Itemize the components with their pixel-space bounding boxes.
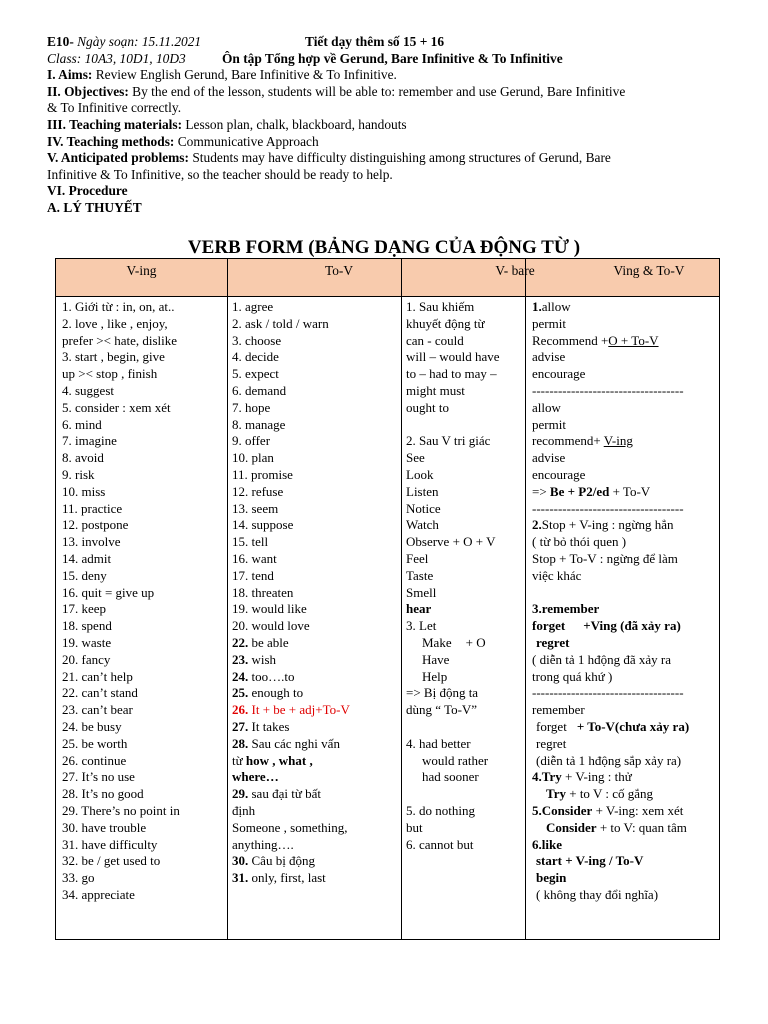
list-item: hear (406, 601, 432, 617)
list-item: 16. want (232, 550, 277, 566)
list-item (532, 820, 718, 837)
list-item: 8. avoid (62, 450, 104, 466)
list-item: 33. go (62, 870, 95, 886)
item-text: V-ing (603, 433, 633, 449)
lesson-title: Ôn tập Tổng hợp về Gerund, Bare Infinitive & To Infinitive (222, 50, 563, 66)
spacer (532, 585, 718, 602)
list-item: 32. be / get used to (62, 853, 161, 869)
list-item: advise (532, 450, 566, 466)
item-number: 28. (232, 735, 249, 751)
item-text: be able (248, 634, 289, 650)
list-item (406, 635, 522, 652)
verb-form-table (55, 258, 720, 940)
item-text: => (532, 483, 550, 499)
item-number: 1. (532, 299, 542, 314)
column-divider (525, 259, 526, 939)
problems-row-2 (47, 167, 727, 184)
list-item: ( từ bỏ thói quen ) (532, 534, 627, 550)
item-number: 25. (232, 685, 249, 701)
item-text: Sau các nghi vấn (248, 735, 340, 751)
list-item (532, 769, 718, 786)
list-item: allow (532, 399, 561, 415)
list-item: 5. expect (232, 366, 279, 382)
problems-label: V. Anticipated problems: (47, 150, 189, 166)
list-item (232, 853, 397, 870)
list-item (232, 786, 397, 803)
column-header-tov: To-V (227, 259, 451, 297)
column-header-ving: V-ing (56, 259, 227, 297)
item-text: only, first, last (248, 870, 326, 886)
date-label: Ngày soạn: 15.11.2021 (73, 34, 202, 49)
list-item: 2. love , like , enjoy, (62, 315, 168, 331)
list-item: 17. tend (232, 567, 274, 583)
list-item: Listen (406, 483, 439, 499)
item-number: 30. (232, 853, 249, 869)
item-text: từ (232, 752, 246, 768)
item-number: 4.Try (532, 769, 562, 785)
aims-text: Review English Gerund, Bare Infinitive & To Infinitive. (92, 67, 397, 83)
spacer (406, 786, 522, 803)
list-item: 14. suppose (232, 517, 294, 533)
list-item: việc khác (532, 567, 582, 583)
list-item (232, 652, 397, 669)
list-item: 5. consider : xem xét (62, 399, 171, 415)
list-item: 29. There’s no point in (62, 802, 180, 818)
item-text: allow (541, 299, 571, 314)
list-item: but (406, 819, 423, 835)
list-item: 13. seem (232, 500, 279, 516)
list-item (532, 433, 718, 450)
list-item: 15. deny (62, 567, 107, 583)
list-item: 12. refuse (232, 483, 284, 499)
procedure-label: VI. Procedure (47, 183, 128, 199)
list-item: 34. appreciate (62, 886, 135, 902)
list-item: 6. cannot but (406, 836, 474, 852)
list-item: 3. choose (232, 332, 282, 348)
item-text: + to V: quan tâm (596, 819, 687, 835)
list-item: 19. waste (62, 634, 112, 650)
list-item: 11. practice (62, 500, 123, 516)
item-text: too….to (248, 668, 295, 684)
list-item: 15. tell (232, 534, 269, 550)
item-text: +Ving (đã xảy ra) (583, 618, 681, 634)
list-item: where… (232, 769, 279, 785)
header-row-2 (47, 51, 727, 68)
list-item (532, 618, 718, 635)
spacer (406, 417, 522, 434)
list-item (232, 669, 397, 686)
aims-label: I. Aims: (47, 67, 93, 83)
item-text: Be + P2/ed (549, 483, 610, 499)
table-title: VERB FORM (BẢNG DẠNG CỦA ĐỘNG TỪ ) (187, 237, 581, 258)
item-text: Câu bị động (248, 853, 316, 869)
list-item: trong quá khứ ) (532, 668, 613, 684)
list-item: Smell (406, 584, 437, 600)
methods-text: Communicative Approach (174, 133, 319, 149)
list-item: 30. have trouble (62, 819, 147, 835)
list-item: 8. manage (232, 416, 286, 432)
list-item (232, 870, 397, 887)
list-item: khuyết động từ (406, 315, 485, 331)
list-item: 3. Let (406, 618, 437, 634)
list-item: Have (422, 651, 450, 667)
lesson-header (47, 34, 727, 217)
item-text: enough to (248, 685, 304, 701)
materials-text: Lesson plan, chalk, blackboard, handouts (182, 116, 407, 132)
item-number: 31. (232, 870, 249, 886)
list-item: 25. be worth (62, 735, 128, 751)
column-divider (227, 259, 228, 939)
list-item: ought to (406, 399, 449, 415)
list-item: 19. would like (232, 601, 307, 617)
list-item: 3.remember (532, 601, 600, 617)
list-item: Stop + To-V : ngừng để làm (532, 550, 678, 566)
list-item: 17. keep (62, 601, 107, 617)
column-header-vbare: V- bare (451, 259, 579, 297)
list-item: 27. It’s no use (62, 769, 135, 785)
item-text: O + To-V (608, 332, 659, 348)
list-item: start + V-ing / To-V (536, 853, 644, 869)
item-text: + to V : cố gắng (565, 786, 653, 802)
list-item: 24. be busy (62, 718, 122, 734)
list-item: encourage (532, 466, 586, 482)
item-text: forget (536, 718, 567, 734)
list-item: Watch (406, 517, 439, 533)
materials-row (47, 117, 727, 134)
ving-column (62, 297, 222, 904)
list-item: 6.like (532, 836, 562, 852)
objectives-row-2 (47, 100, 727, 117)
list-item: 4. decide (232, 349, 279, 365)
list-item: Help (422, 668, 448, 684)
item-text: Recommend + (532, 332, 609, 348)
list-item: might must (406, 382, 465, 398)
list-item: ( không thay đổi nghĩa) (536, 886, 659, 902)
list-item: 23. can’t bear (62, 702, 133, 718)
item-text: + V-ing : thử (561, 769, 632, 785)
list-item: (diễn tả 1 hđộng sắp xảy ra) (536, 752, 682, 768)
item-number: 22. (232, 634, 249, 650)
list-item: 13. involve (62, 534, 121, 550)
list-item: Observe + O + V (406, 534, 496, 550)
list-item: See (406, 450, 425, 466)
list-item: will – would have (406, 349, 500, 365)
item-text: wish (248, 651, 277, 667)
column-header-ving-tov: Ving & To-V (579, 259, 719, 297)
list-item: 28. It’s no good (62, 786, 144, 802)
list-item: to – had to may – (406, 366, 497, 382)
problems-row (47, 150, 727, 167)
list-item: 4. had better (406, 735, 471, 751)
list-item: 18. spend (62, 618, 112, 634)
list-item (232, 635, 397, 652)
list-item: 20. fancy (62, 651, 111, 667)
item-text: Consider (546, 819, 597, 835)
list-item: 26. continue (62, 752, 127, 768)
list-item: 31. have difficulty (62, 836, 158, 852)
list-item: Feel (406, 550, 429, 566)
list-item: Notice (406, 500, 441, 516)
list-item: 20. would love (232, 618, 310, 634)
list-item: 1. Giới từ : in, on, at.. (62, 299, 175, 314)
list-item (532, 517, 718, 534)
ving-tov-column (532, 297, 718, 904)
list-item: 21. can’t help (62, 668, 133, 684)
materials-label: III. Teaching materials: (47, 116, 183, 132)
vbare-column (406, 297, 522, 853)
list-item (232, 685, 397, 702)
problems-text: Students may have difficulty distinguishing among structures of Gerund, Bare (188, 150, 611, 166)
item-number: 24. (232, 668, 249, 684)
item-text: Make (422, 634, 452, 650)
list-item: 10. plan (232, 450, 274, 466)
list-item: remember (532, 702, 585, 718)
list-item (532, 333, 718, 350)
list-item: would rather (422, 752, 489, 768)
divider: ----------------------------------- (532, 685, 684, 701)
list-item: 22. can’t stand (62, 685, 138, 701)
list-item: begin (536, 870, 567, 886)
item-text: It takes (248, 718, 290, 734)
list-item: dùng “ To-V” (406, 702, 478, 718)
objectives-text: By the end of the lesson, students will be able to: remember and use Gerund, Bare Infinitive (128, 83, 626, 99)
list-item: can - could (406, 332, 464, 348)
list-item: 5. do nothing (406, 802, 475, 818)
list-item (532, 803, 718, 820)
item-text: sau đại từ bất (248, 786, 322, 802)
class-code: E10- (47, 34, 74, 49)
list-item: regret (536, 634, 570, 650)
list-item: 10. miss (62, 483, 106, 499)
list-item: 11. promise (232, 466, 293, 482)
item-text: + To-V(chưa xảy ra) (576, 718, 690, 734)
list-item (232, 719, 397, 736)
list-item (532, 786, 718, 803)
session-title: Tiết dạy thêm số 15 + 16 (305, 34, 445, 49)
item-number: 23. (232, 651, 249, 667)
objectives-row (47, 84, 727, 101)
item-text: forget (532, 618, 566, 634)
list-item: Someone , something, (232, 819, 348, 835)
item-text: how , what , (245, 752, 313, 768)
item-number: 5.Consider (532, 802, 593, 818)
item-text: Try (546, 786, 566, 802)
list-item (232, 736, 397, 753)
item-number: 2. (532, 517, 542, 533)
list-item: encourage (532, 366, 586, 382)
methods-label: IV. Teaching methods: (47, 133, 175, 149)
list-item: 16. quit = give up (62, 584, 155, 600)
divider: ----------------------------------- (532, 500, 684, 516)
item-text: recommend+ (532, 433, 604, 449)
list-item: had sooner (422, 769, 479, 785)
list-item: ( diễn tả 1 hđộng đã xảy ra (532, 651, 671, 667)
list-item (232, 702, 397, 719)
list-item (232, 753, 397, 770)
list-item: Taste (406, 567, 434, 583)
item-number: 29. (232, 786, 249, 802)
list-item: 3. start , begin, give (62, 349, 165, 365)
list-item: advise (532, 349, 566, 365)
list-item: regret (536, 735, 567, 751)
list-item: anything…. (232, 836, 294, 852)
list-item: 9. offer (232, 433, 271, 449)
item-text: + To-V (609, 483, 651, 499)
class-label: Class: 10A3, 10D1, 10D3 (47, 50, 186, 66)
list-item: 1. Sau khiếm (406, 299, 475, 314)
tov-column (232, 297, 397, 887)
column-divider (401, 259, 402, 939)
divider: ----------------------------------- (532, 382, 684, 398)
list-item: prefer >< hate, dislike (62, 332, 178, 348)
problems-text-2: Infinitive & To Infinitive, so the teacher should be ready to help. (47, 166, 393, 182)
list-item: 14. admit (62, 550, 112, 566)
list-item (532, 299, 718, 316)
list-item: => Bị động ta (406, 685, 479, 701)
list-item (532, 719, 718, 736)
item-text: + O (465, 634, 486, 650)
objectives-text-2: & To Infinitive correctly. (47, 100, 182, 116)
item-text: Stop + V-ing : ngừng hẳn (541, 517, 674, 533)
objectives-label: II. Objectives: (47, 83, 129, 99)
header-row-1 (47, 34, 727, 51)
list-item: 6. demand (232, 382, 287, 398)
list-item: 1. agree (232, 299, 274, 314)
list-item: permit (532, 416, 566, 432)
list-item (532, 484, 718, 501)
methods-row (47, 134, 727, 151)
aims-row (47, 67, 727, 84)
item-text: + V-ing: xem xét (592, 802, 684, 818)
item-text: It + be + adj+To-V (248, 702, 350, 718)
list-item: 2. Sau V tri giác (406, 433, 491, 449)
item-number: 26. (232, 702, 249, 718)
item-number: 27. (232, 718, 249, 734)
list-item: Look (406, 466, 434, 482)
list-item: 7. imagine (62, 433, 117, 449)
list-item: 6. mind (62, 416, 102, 432)
list-item: 18. threaten (232, 584, 294, 600)
list-item: 4. suggest (62, 382, 114, 398)
spacer (406, 719, 522, 736)
theory-label: A. LÝ THUYẾT (47, 199, 142, 215)
list-item: up >< stop , finish (62, 366, 158, 382)
list-item: định (232, 802, 256, 818)
list-item: 9. risk (62, 466, 95, 482)
list-item: 12. postpone (62, 517, 129, 533)
list-item: 2. ask / told / warn (232, 315, 329, 331)
list-item: permit (532, 315, 566, 331)
list-item: 7. hope (232, 399, 271, 415)
